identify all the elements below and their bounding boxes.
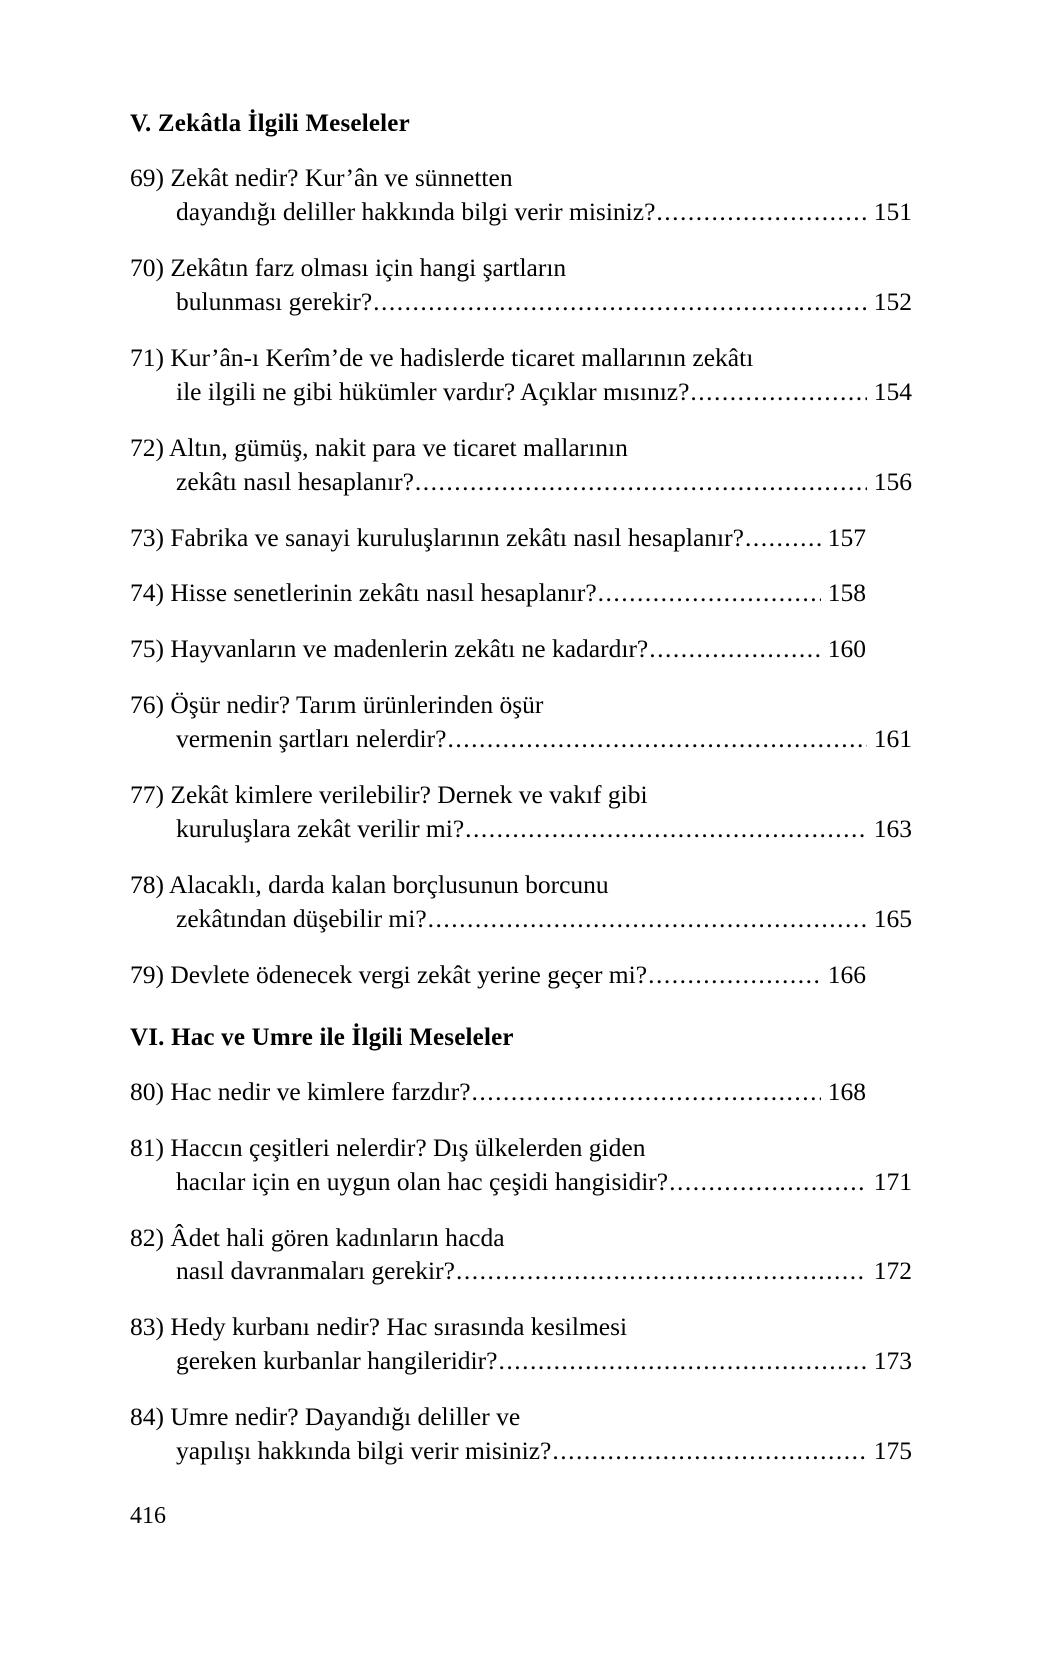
toc-entry-leader-line [130, 958, 866, 992]
toc-entry-text: zekâtı nasıl hesaplanır? [176, 466, 414, 496]
page-folio: 416 [130, 1503, 166, 1529]
toc-entry[interactable] [130, 1131, 912, 1199]
toc-entry-text: 73) Fabrika ve sanayi kuruluşlarının zekâtı nasıl hesaplanır? [130, 522, 744, 552]
dot-leader [428, 902, 867, 936]
toc-entry-leader-line [130, 465, 912, 499]
dot-leader [745, 521, 821, 555]
toc-entry-line: 71) Kur’ân-ı Kerîm’de ve hadislerde ticaret mallarının zekâtı [130, 342, 754, 372]
toc-entry[interactable] [130, 868, 912, 936]
toc-page-number: 154 [873, 376, 912, 406]
dot-leader [690, 375, 866, 409]
toc-entry[interactable] [130, 576, 866, 610]
dot-leader [456, 1254, 867, 1288]
toc-entry-leader-line [130, 375, 912, 409]
toc-entry-text: kuruluşlara zekât verilir mi? [176, 813, 465, 843]
dot-leader [498, 1344, 866, 1378]
toc-entry-leader-line [130, 812, 912, 846]
section-heading: V. Zekâtla İlgili Meseleler [130, 110, 410, 137]
dot-leader [447, 722, 866, 756]
toc-entry-line: 72) Altın, gümüş, nakit para ve ticaret mallarının [130, 432, 628, 462]
toc-page-number: 151 [873, 197, 912, 227]
dot-leader [649, 632, 820, 666]
toc-entry-leader-line [130, 576, 866, 610]
toc-entry-line: 77) Zekât kimlere verilebilir? Dernek ve vakıf gibi [130, 780, 648, 810]
toc-entry-leader-line [130, 521, 866, 555]
dot-leader [465, 812, 867, 846]
toc-entry-text: gereken kurbanlar hangileridir? [176, 1346, 498, 1376]
toc-entry-line: 69) Zekât nedir? Kur’ân ve sünnetten [130, 163, 513, 193]
toc-entry[interactable] [130, 778, 912, 846]
toc-entry[interactable] [130, 431, 912, 499]
toc-entry-text: 75) Hayvanların ve madenlerin zekâtı ne kadardır? [130, 634, 649, 664]
toc-page-number: 163 [873, 813, 912, 843]
toc-entry-line: 76) Öşür nedir? Tarım ürünlerinden öşür [130, 690, 544, 720]
toc-entry-leader-line [130, 1434, 912, 1468]
toc-entry[interactable] [130, 1221, 912, 1289]
toc-entry-text: 74) Hisse senetlerinin zekâtı nasıl hesaplanır? [130, 578, 597, 608]
dot-leader [656, 195, 866, 229]
toc-entry-line: 70) Zekâtın farz olması için hangi şartların [130, 253, 567, 283]
toc-entry[interactable] [130, 1075, 866, 1109]
toc-page-number: 171 [873, 1166, 912, 1196]
toc-entry-text: ile ilgili ne gibi hükümler vardır? Açıklar mısınız? [176, 376, 690, 406]
dot-leader [598, 576, 821, 610]
toc-entry-text: 79) Devlete ödenecek vergi zekât yerine geçer mi? [130, 959, 648, 989]
toc-entry-leader-line [130, 632, 866, 666]
toc-entry[interactable] [130, 251, 912, 319]
toc-entry-line: 82) Âdet hali gören kadınların hacda [130, 1222, 505, 1252]
dot-leader [415, 465, 867, 499]
toc-page-number: 157 [827, 522, 866, 552]
dot-leader [552, 1434, 866, 1468]
toc-entry[interactable] [130, 632, 866, 666]
dot-leader [373, 285, 867, 319]
toc-entry-leader-line [130, 902, 912, 936]
toc-entry-line: 81) Haccın çeşitleri nelerdir? Dış ülkelerden giden [130, 1132, 646, 1162]
toc-page-number: 158 [827, 578, 866, 608]
toc-page-number: 160 [827, 634, 866, 664]
toc-entry-leader-line [130, 1344, 912, 1378]
dot-leader [472, 1075, 821, 1109]
dot-leader [669, 1165, 867, 1199]
toc-page-number: 152 [873, 286, 912, 316]
toc-entry-text: dayandığı deliller hakkında bilgi verir misiniz? [176, 197, 656, 227]
toc-entry[interactable] [130, 688, 912, 756]
section-heading: VI. Hac ve Umre ile İlgili Meseleler [130, 1023, 514, 1051]
toc-entry-leader-line [130, 1165, 912, 1199]
toc-entry-text: bulunması gerekir? [176, 286, 373, 316]
toc-page-number: 173 [873, 1346, 912, 1376]
toc-entry-text: yapılışı hakkında bilgi verir misiniz? [176, 1436, 552, 1466]
toc-entry-leader-line [130, 722, 912, 756]
toc-entry[interactable] [130, 341, 912, 409]
toc-entry[interactable] [130, 521, 866, 555]
toc-page-number: 172 [873, 1256, 912, 1286]
toc-entry[interactable] [130, 1310, 912, 1378]
toc-entry-text: zekâtından düşebilir mi? [176, 903, 427, 933]
toc-page-number: 156 [873, 466, 912, 496]
toc-entry-line: 84) Umre nedir? Dayandığı deliller ve [130, 1402, 521, 1432]
toc-entry-leader-line [130, 195, 912, 229]
dot-leader [648, 958, 821, 992]
toc-page-number: 165 [873, 903, 912, 933]
toc-entry-line: 83) Hedy kurbanı nedir? Hac sırasında kesilmesi [130, 1312, 628, 1342]
toc-entry-leader-line [130, 285, 912, 319]
toc-entry-text: nasıl davranmaları gerekir? [176, 1256, 455, 1286]
toc-entry-line: 78) Alacaklı, darda kalan borçlusunun borcunu [130, 869, 609, 899]
toc-entry[interactable] [130, 161, 912, 229]
toc-entry-text: 80) Hac nedir ve kimlere farzdır? [130, 1076, 471, 1106]
toc-entry-leader-line [130, 1075, 866, 1109]
toc-entry-text: vermenin şartları nelerdir? [176, 724, 447, 754]
toc-page-number: 168 [827, 1076, 866, 1106]
toc-entry[interactable] [130, 958, 866, 992]
toc-entry-text: hacılar için en uygun olan hac çeşidi hangisidir? [176, 1166, 669, 1196]
toc-content [130, 108, 912, 1468]
toc-page-number: 166 [827, 959, 866, 989]
toc-page-number: 161 [873, 724, 912, 754]
toc-page-number: 175 [873, 1436, 912, 1466]
toc-entry-leader-line [130, 1254, 912, 1288]
toc-entry[interactable] [130, 1400, 912, 1468]
